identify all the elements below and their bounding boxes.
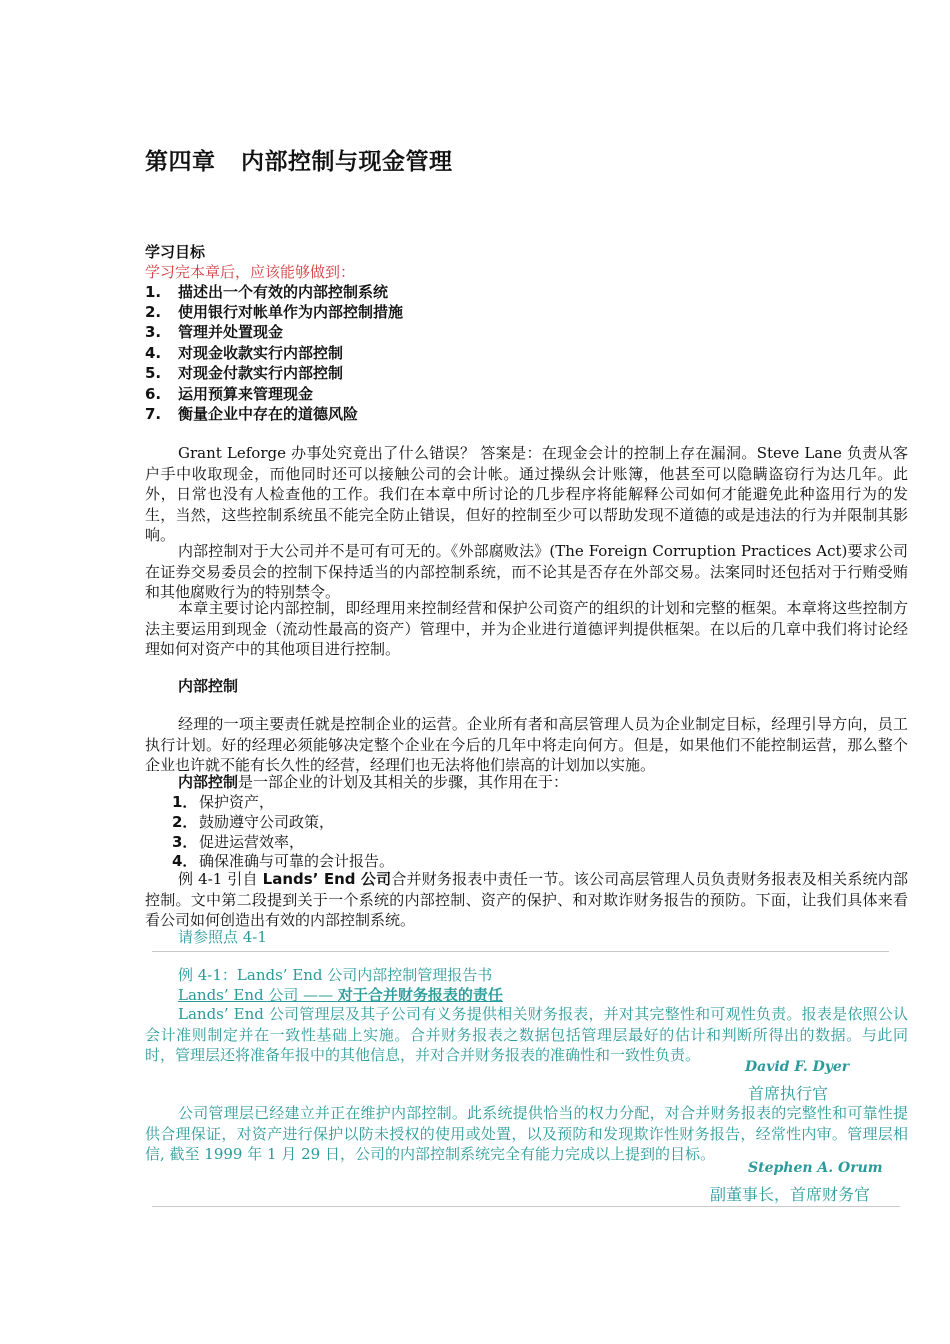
- purpose-text: 鼓励遵守公司政策，: [199, 813, 335, 831]
- signature-title-cfo: 副董事长，首席财务官: [710, 1185, 871, 1204]
- exhibit-paragraph: 公司管理层已经建立并正在维护内部控制。此系统提供恰当的权力分配，对合并财务报表的完整性和可靠性提供合理保证，对资产进行保护以防未授权的使用或处置，以及预防和发现欺诈性财务报告，经常性内审。管理层相信, 截至 1999 年 1 月 29 日，公司的内部控制系统完全有能力完成以上提到的目标。: [145, 1104, 908, 1163]
- chapter-title: 第四章 内部控制与现金管理: [145, 149, 453, 175]
- purpose-item: [172, 812, 334, 832]
- purpose-number: 1．: [172, 793, 198, 811]
- purpose-text: 确保准确与可靠的会计报告。: [199, 852, 395, 870]
- intro-paragraph: 本章主要讨论内部控制，即经理用来控制经营和保护公司资产的组织的计划和完整的框架。本章将这些控制方法主要运用到现金（流动性最高的资产）管理中，并为企业进行道德评判提供框架。在以后的几章中我们将讨论经理如何对资产中的其他项目进行控制。: [145, 599, 908, 658]
- section-heading: 内部控制: [178, 677, 239, 695]
- signature-cfo: Stephen A. Orum: [748, 1160, 883, 1176]
- objective-item: [145, 363, 343, 383]
- objectives-intro: 学习完本章后，应该能够做到：: [145, 263, 356, 281]
- purpose-item: [172, 851, 394, 871]
- objective-number: 7.: [145, 405, 162, 423]
- exhibit-subtitle-heading: 对于合并财务报表的责任: [337, 986, 503, 1004]
- section-paragraph: 经理的一项主要责任就是控制企业的运营。企业所有者和高层管理人员为企业制定目标，经理引导方向，员工执行计划。好的经理必须能够决定整个企业在今后的几年中将走向何方。但是，如果他们不能控制运营，那么整个企业也许就不能有长久性的经营，经理们也无法将他们崇高的计划加以实施。: [145, 715, 908, 774]
- purpose-text: 保护资产，: [199, 793, 275, 811]
- exhibit-title: 例 4-1：Lands’ End 公司内部控制管理报告书: [178, 966, 493, 984]
- purpose-number: 4．: [172, 852, 198, 870]
- objective-text: 使用银行对帐单作为内部控制措施: [178, 303, 404, 321]
- objective-number: 4.: [145, 344, 162, 362]
- objective-item: [145, 343, 343, 363]
- objective-item: [145, 384, 313, 404]
- purpose-item: [172, 792, 274, 812]
- objective-text: 对现金收款实行内部控制: [178, 344, 344, 362]
- exhibit-bottom-divider: [152, 1206, 900, 1207]
- objective-number: 1.: [145, 283, 162, 301]
- objective-item: [145, 282, 388, 302]
- objective-number: 5.: [145, 364, 162, 382]
- objective-text: 描述出一个有效的内部控制系统: [178, 283, 389, 301]
- signature-ceo: David F. Dyer: [745, 1059, 850, 1075]
- definition-paragraph: [145, 772, 908, 793]
- purpose-item: [172, 832, 304, 852]
- objective-text: 对现金付款实行内部控制: [178, 364, 344, 382]
- objective-item: [145, 322, 283, 342]
- definition-text: 是一部企业的计划及其相关的步骤，其作用在于：: [238, 773, 569, 791]
- objective-item: [145, 302, 403, 322]
- example-pre: 例 4-1 引自: [178, 870, 263, 888]
- objective-text: 管理并处置现金: [178, 323, 284, 341]
- definition-term: 内部控制: [178, 773, 239, 791]
- signature-title-ceo: 首席执行官: [748, 1084, 829, 1103]
- objectives-heading: 学习目标: [145, 243, 206, 261]
- objective-number: 6.: [145, 385, 162, 403]
- purpose-number: 2．: [172, 813, 198, 831]
- intro-paragraph: 内部控制对于大公司并不是可有可无的。《外部腐败法》(The Foreign Corruption Practices Act)要求公司在证券交易委员会的控制下保持适当的内部控制系统，而不论其是否存在外部交易。法案同时还包括对于行贿受贿和其他腐败行为的特别禁令。: [145, 542, 908, 601]
- objective-item: [145, 404, 358, 424]
- example-text: 合并财务报表中责任一节。该公司高层管理人员负责财务报表及相关系统内部控制。文中第二段提到关于一个系统的内部控制、资产的保护、和对欺诈财务报告的预防。下面，让我们具体来看看公司如何创造出有效的内部控制系统。: [145, 870, 908, 929]
- purpose-number: 3．: [172, 833, 198, 851]
- objective-number: 3.: [145, 323, 162, 341]
- exhibit-subtitle: [178, 985, 503, 1005]
- purpose-text: 促进运营效率，: [199, 833, 305, 851]
- objective-number: 2.: [145, 303, 162, 321]
- refer-link[interactable]: 请参照点 4-1: [178, 928, 267, 946]
- example-company: Lands’ End 公司: [262, 870, 392, 888]
- exhibit-subtitle-company: Lands’ End 公司 ——: [178, 986, 338, 1004]
- objective-text: 运用预算来管理现金: [178, 385, 314, 403]
- example-intro-paragraph: [145, 869, 908, 931]
- intro-paragraph: Grant Leforge 办事处究竟出了什么错误？ 答案是：在现金会计的控制上存在漏洞。Steve Lane 负责从客户手中收取现金，而他同时还可以接触公司的会计帐。通过操纵会计账簿，他甚至可以隐瞒盗窃行为达几年。此外，日常也没有人检查他的工作。我们在本章中所讨论的几步程序将能解释公司如何才能避免此种盗用行为的发生，当然，这些控制系统虽不能完全防止错误，但好的控制至少可以帮助发现不道德的或是违法的行为并限制其影响。: [145, 444, 908, 544]
- exhibit-paragraph: Lands’ End 公司管理层及其子公司有义务提供相关财务报表，并对其完整性和可观性负责。报表是依照公认会计准则制定并在一致性基础上实施。合并财务报表之数据包括管理层最好的估计和判断所得出的数据。与此同时，管理层还将准备年报中的其他信息，并对合并财务报表的准确性和一致性负责。: [145, 1005, 908, 1064]
- objective-text: 衡量企业中存在的道德风险: [178, 405, 359, 423]
- exhibit-top-divider: [152, 951, 889, 952]
